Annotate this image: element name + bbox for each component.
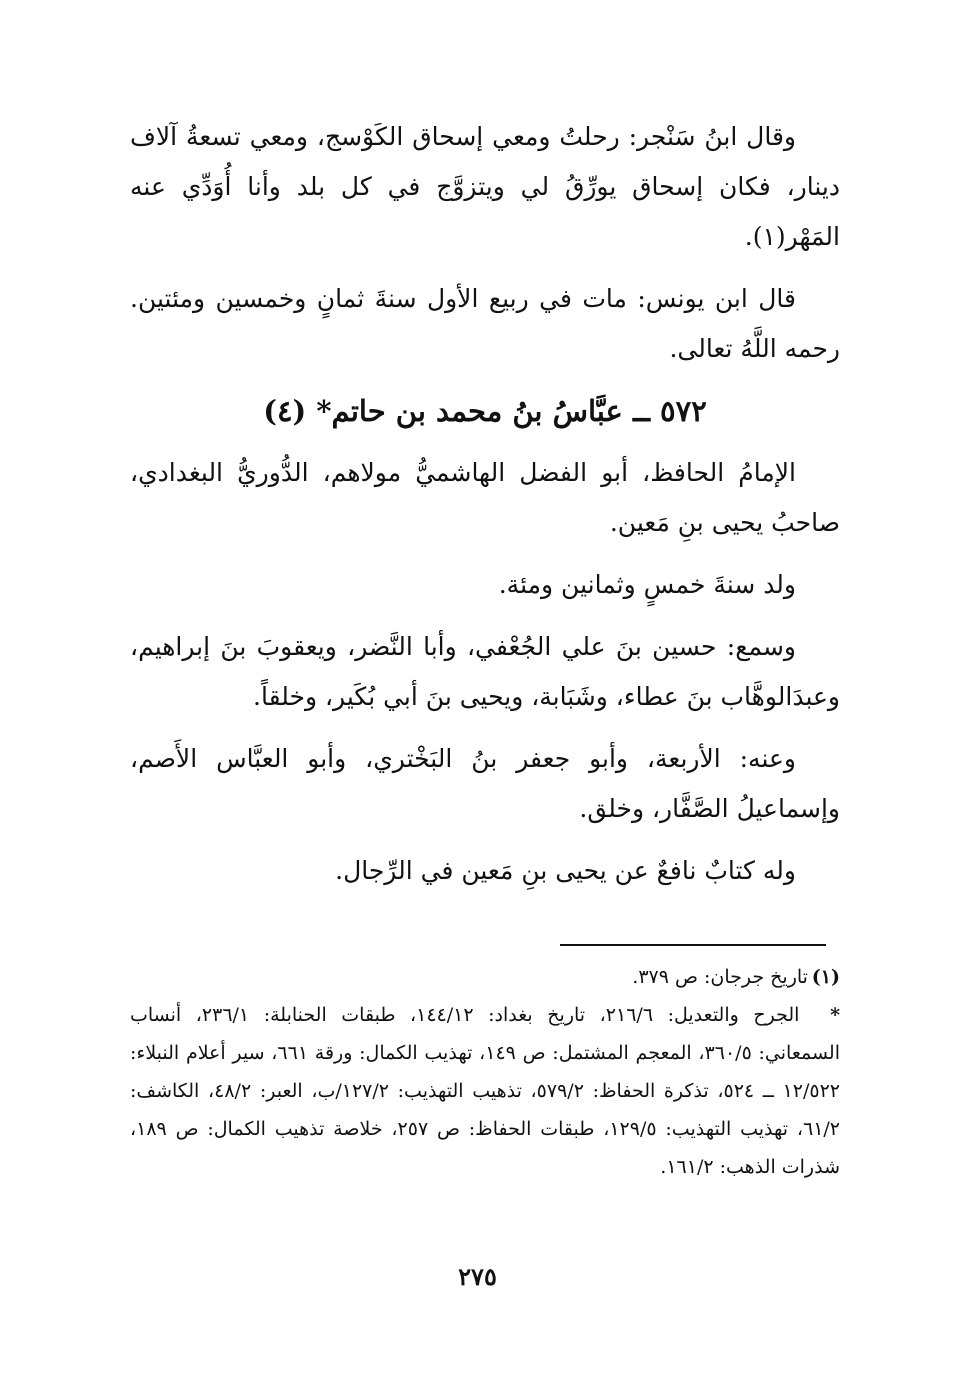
footnote-1-marker: (١) bbox=[811, 966, 840, 988]
paragraph-students: وعنه: الأربعة، وأبو جعفر بنُ البَخْتري، وأبو العبَّاس الأَصم، وإسماعيلُ الصَّفَّار، وخلق. bbox=[130, 744, 840, 823]
footnote-sources-text: الجرح والتعديل: ٢١٦/٦، تاريخ بغداد: ١٤٤/١٢، طبقات الحنابلة: ٢٣٦/١، أنساب السمعاني: ٣٦٠/٥، المعجم المشتمل: ص ١٤٩، تهذيب الكمال: ورقة ٦٦١، سير أعلام النبلاء: ١٢/٥٢٢ ــ ٥٢٤، تذكرة الحفاظ: ٥٧٩/٢، تذهيب التهذيب: ١٢٧/٢/ب، العبر: ٤٨/٢، الكاشف: ٦١/٢، تهذيب التهذيب: ١٢٩/٥، طبقات الحفاظ: ص ٢٥٧، خلاصة تذهيب الكمال: ص ١٨٩، شذرات الذهب: ١٦١/٢. bbox=[130, 1004, 841, 1178]
footnotes bbox=[130, 958, 840, 1186]
paragraph-book: وله كتابٌ نافعٌ عن يحيى بنِ مَعين في الرِّجال. bbox=[335, 856, 796, 885]
footnote-sources bbox=[130, 996, 840, 1186]
paragraph-birth: ولد سنةَ خمسٍ وثمانين ومئة. bbox=[498, 570, 796, 599]
biography-heading: ٥٧٢ ــ عبَّاسُ بنُ محمد بن حاتم* (٤) bbox=[263, 394, 707, 428]
page-number: ٢٧٥ bbox=[458, 1262, 497, 1291]
paragraph-ibn-yunus: قال ابن يونس: مات في ربيع الأول سنةَ ثمانٍ وخمسين ومئتين. رحمه اللَّهُ تعالى. bbox=[130, 284, 840, 363]
paragraph-title: الإمامُ الحافظ، أبو الفضل الهاشميُّ مولاهم، الدُّوريُّ البغدادي، صاحبُ يحيى بنِ مَعين. bbox=[130, 458, 840, 537]
footnote-1-text: تاريخ جرجان: ص ٣٧٩. bbox=[632, 966, 808, 988]
paragraph-ibn-sanjar: وقال ابنُ سَنْجر: رحلتُ ومعي إسحاق الكَوْسج، ومعي تسعةُ آلاف دينار، فكان إسحاق يورِّقُ لي ويتزوَّج في كل بلد وأنا أُوَدِّي عنه المَهْر(١). bbox=[130, 122, 840, 251]
paragraph-teachers: وسمع: حسين بنَ علي الجُعْفي، وأبا النَّضر، ويعقوبَ بنَ إبراهيم، وعبدَالوهَّاب بنَ عطاء، وشَبَابة، ويحيى بنَ أبي بُكَير، وخلقاً. bbox=[130, 632, 840, 711]
footnote-1 bbox=[130, 958, 840, 996]
footnote-sources-marker: * bbox=[830, 1004, 841, 1026]
footnote-separator bbox=[560, 944, 826, 946]
main-text bbox=[130, 112, 840, 908]
